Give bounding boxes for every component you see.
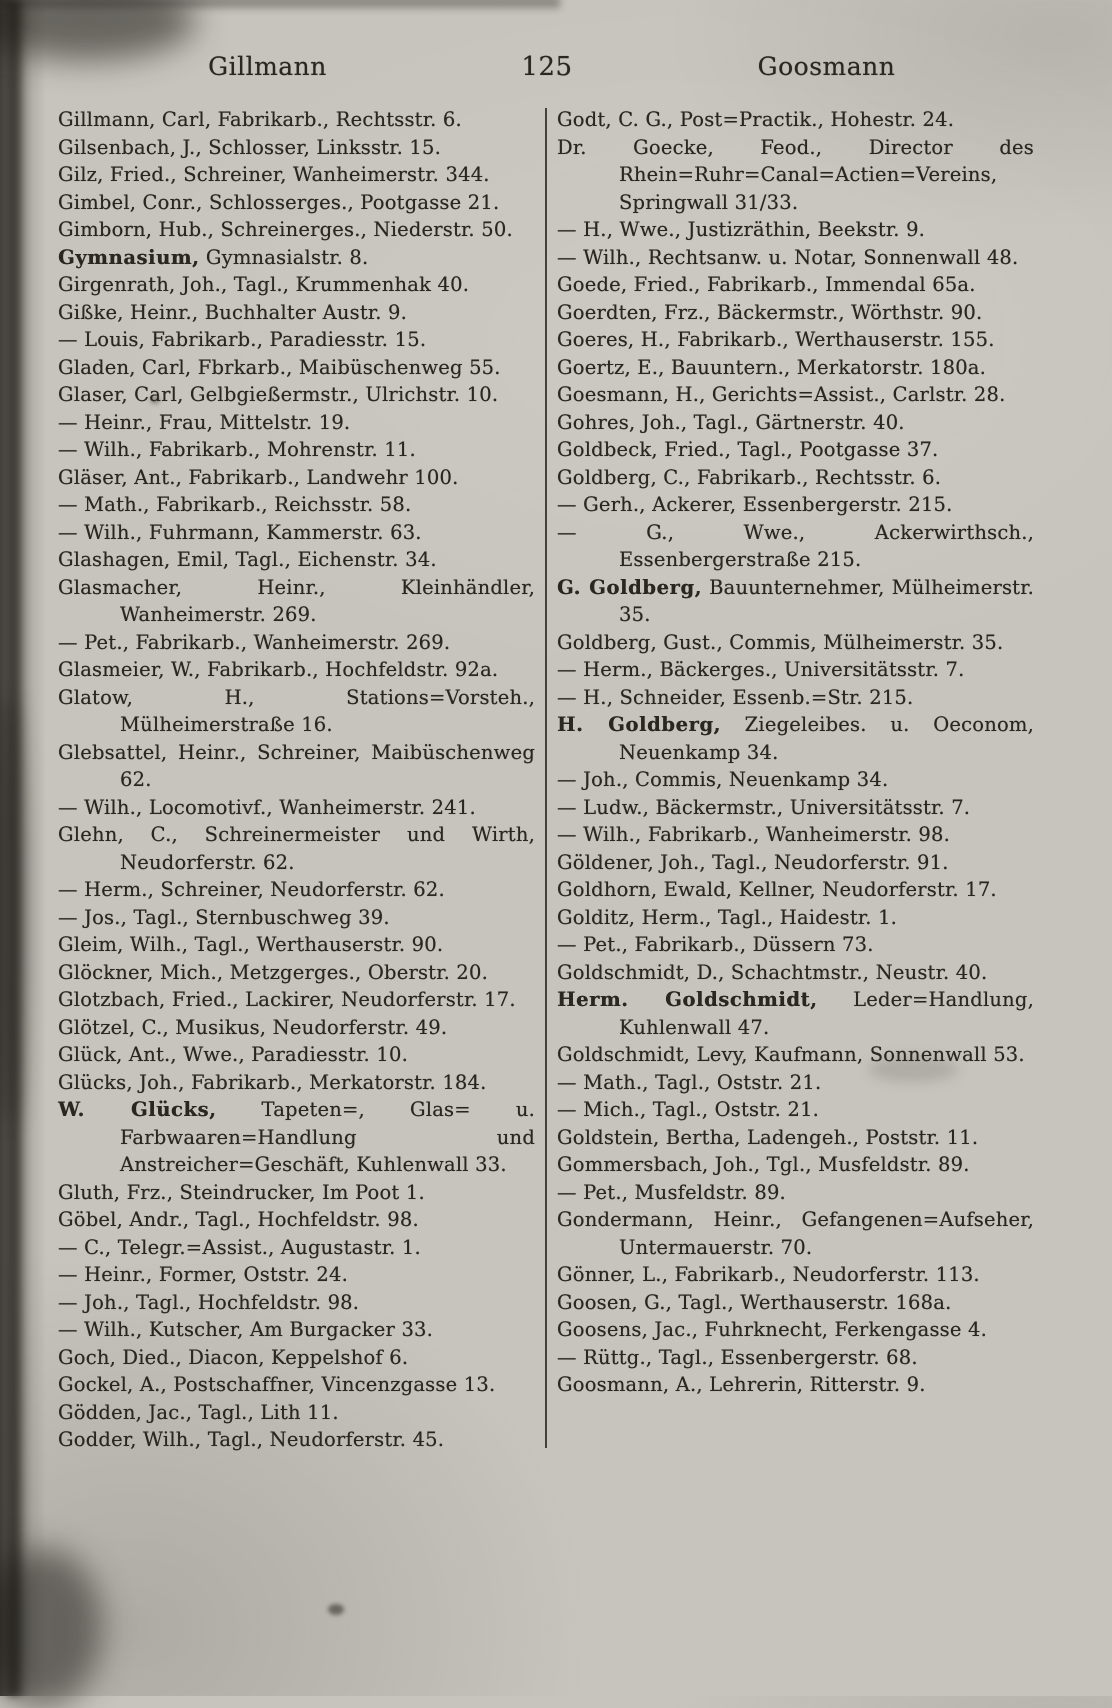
directory-entry: Gläser, Ant., Fabrikarb., Landwehr 100.	[58, 465, 459, 489]
directory-entry: — G., Wwe., Ackerwirthsch., Essenbergerstraße 215.	[557, 520, 1034, 571]
directory-entry: Glatow, H., Stations=Vorsteh., Mülheimerstraße 16.	[58, 685, 535, 736]
directory-entry: Gladen, Carl, Fbrkarb., Maibüschenweg 55.	[58, 355, 501, 379]
directory-entry: Goerdten, Frz., Bäckermstr., Wörthstr. 90.	[557, 300, 983, 324]
page-number: 125	[521, 52, 573, 82]
directory-entry: Gilz, Fried., Schreiner, Wanheimerstr. 344.	[58, 163, 490, 186]
directory-entry: Glashagen, Emil, Tagl., Eichenstr. 34.	[58, 548, 437, 571]
directory-entry: Glotzbach, Fried., Lackirer, Neudorferstr. 17.	[58, 988, 516, 1011]
directory-entry: — Joh., Commis, Neuenkamp 34.	[557, 768, 889, 791]
directory-entry: Glasmeier, W., Fabrikarb., Hochfeldstr. 92a.	[58, 658, 499, 681]
directory-entry: Goesmann, H., Gerichts=Assist., Carlstr. 28.	[557, 383, 1006, 406]
directory-entry: Glaser, Carl, Gelbgießermstr., Ulrichstr. 10.	[58, 383, 499, 406]
directory-entry: Gleim, Wilh., Tagl., Werthauserstr. 90.	[58, 933, 444, 956]
directory-entry: Glücks, Joh., Fabrikarb., Merkatorstr. 184.	[58, 1070, 487, 1094]
directory-entry: Gondermann, Heinr., Gefangenen=Aufseher, Untermauerstr. 70.	[557, 1208, 1034, 1259]
directory-entry: — Heinr., Frau, Mittelstr. 19.	[58, 410, 351, 434]
directory-entry: Gohres, Joh., Tagl., Gärtnerstr. 40.	[557, 410, 905, 434]
directory-entry: Goosmann, A., Lehrerin, Ritterstr. 9.	[557, 1373, 926, 1396]
directory-entry: Gönner, L., Fabrikarb., Neudorferstr. 113.	[557, 1263, 980, 1286]
header-keyword-right: Goosmann	[757, 52, 896, 81]
directory-entry: — Herm., Bäckerges., Universitätsstr. 7.	[557, 658, 965, 681]
directory-entry: — Pet., Fabrikarb., Wanheimerstr. 269.	[58, 630, 451, 654]
directory-entry: Golditz, Herm., Tagl., Haidestr. 1.	[557, 905, 898, 929]
directory-entry: — Rüttg., Tagl., Essenbergerstr. 68.	[557, 1345, 918, 1369]
column-divider-rule	[545, 108, 547, 1448]
entry-bold-name: Gymnasium,	[58, 245, 200, 269]
directory-entry: Goldhorn, Ewald, Kellner, Neudorferstr. 17.	[557, 878, 997, 901]
directory-entry: — C., Telegr.=Assist., Augustastr. 1.	[58, 1235, 421, 1259]
binding-edge-line	[7, 0, 21, 1696]
directory-entry: — Heinr., Former, Oststr. 24.	[58, 1263, 349, 1286]
directory-entry: Goch, Died., Diacon, Keppelshof 6.	[58, 1345, 409, 1369]
page-header	[58, 52, 1036, 82]
directory-entry: — Wilh., Fabrikarb., Mohrenstr. 11.	[58, 438, 416, 461]
directory-entry: — Wilh., Fuhrmann, Kammerstr. 63.	[58, 520, 422, 544]
directory-entry: Goldbeck, Fried., Tagl., Pootgasse 37.	[557, 438, 939, 461]
directory-entry: — Wilh., Rechtsanw. u. Notar, Sonnenwall 48.	[557, 245, 1019, 269]
directory-entry: — Wilh., Locomotivf., Wanheimerstr. 241.	[58, 795, 476, 819]
directory-entry: Glöckner, Mich., Metzgerges., Oberstr. 20.	[58, 960, 488, 984]
directory-entry: Godt, C. G., Post=Practik., Hohestr. 24.	[557, 108, 955, 131]
directory-entry: Glebsattel, Heinr., Schreiner, Maibüschenweg 62.	[58, 740, 535, 791]
directory-entry: Glehn, C., Schreinermeister und Wirth, Neudorferstr. 62.	[58, 823, 535, 874]
directory-entry: Gißke, Heinr., Buchhalter Austr. 9.	[58, 300, 408, 324]
directory-entry: — Herm., Schreiner, Neudorferstr. 62.	[58, 878, 445, 901]
directory-entry: — H., Wwe., Justizräthin, Beekstr. 9.	[557, 218, 926, 241]
directory-entry: — Joh., Tagl., Hochfeldstr. 98.	[58, 1290, 360, 1314]
directory-entry: — H., Schneider, Essenb.=Str. 215.	[557, 685, 914, 709]
directory-entry: Gilsenbach, J., Schlosser, Linksstr. 15.	[58, 135, 441, 159]
directory-entry: Goldschmidt, D., Schachtmstr., Neustr. 40.	[557, 960, 988, 984]
directory-entry: Glötzel, C., Musikus, Neudorferstr. 49.	[58, 1015, 448, 1039]
directory-entry: Godder, Wilh., Tagl., Neudorferstr. 45.	[58, 1428, 445, 1451]
entry-bold-name: Herm. Goldschmidt,	[557, 988, 818, 1011]
directory-entry: Goldberg, C., Fabrikarb., Rechtsstr. 6.	[557, 465, 942, 489]
directory-entry: H. Goldberg, Ziegeleibes. u. Oeconom, Neuenkamp 34.	[557, 713, 1034, 764]
directory-entry: — Wilh., Fabrikarb., Wanheimerstr. 98.	[557, 823, 950, 846]
ink-spot	[328, 1604, 344, 1615]
directory-entry: Gillmann, Carl, Fabrikarb., Rechtsstr. 6.	[58, 108, 462, 131]
directory-entry: Gluth, Frz., Steindrucker, Im Poot 1.	[58, 1180, 425, 1204]
directory-entry: Goosen, G., Tagl., Werthauserstr. 168a.	[557, 1290, 952, 1314]
directory-entry: Göbel, Andr., Tagl., Hochfeldstr. 98.	[58, 1208, 419, 1231]
directory-entry: Göldener, Joh., Tagl., Neudorferstr. 91.	[557, 850, 949, 874]
directory-entry: Glasmacher, Heinr., Kleinhändler, Wanheimerstr. 269.	[58, 575, 535, 626]
right-column	[557, 106, 1034, 1454]
directory-entry: — Pet., Fabrikarb., Düssern 73.	[557, 933, 874, 956]
directory-entry: Glück, Ant., Wwe., Paradiesstr. 10.	[58, 1043, 408, 1066]
directory-entry: — Math., Fabrikarb., Reichsstr. 58.	[58, 493, 412, 516]
directory-entry: Gödden, Jac., Tagl., Lith 11.	[58, 1400, 339, 1424]
directory-entry: W. Glücks, Tapeten=, Glas= u. Farbwaaren=Handlung und Anstreicher=Geschäft, Kuhlenwall 33.	[58, 1098, 535, 1176]
directory-entry: Gimborn, Hub., Schreinerges., Niederstr. 50.	[58, 218, 513, 241]
directory-entry: Goldschmidt, Levy, Kaufmann, Sonnenwall 53.	[557, 1043, 1025, 1066]
directory-entry: — Mich., Tagl., Oststr. 21.	[557, 1098, 820, 1121]
directory-columns	[58, 106, 1036, 1454]
directory-entry: Gimbel, Conr., Schlosserges., Pootgasse 21.	[58, 190, 500, 214]
entry-bold-name: W. Glücks,	[58, 1098, 217, 1121]
directory-entry: — Pet., Musfeldstr. 89.	[557, 1180, 786, 1204]
directory-entry: — Math., Tagl., Oststr. 21.	[557, 1070, 822, 1094]
directory-entry: Gockel, A., Postschaffner, Vincenzgasse 13.	[58, 1373, 496, 1396]
paper-smudge-top-edge	[0, 0, 560, 8]
directory-entry: Goertz, E., Bauuntern., Merkatorstr. 180a.	[557, 355, 987, 379]
directory-entry: G. Goldberg, Bauunternehmer, Mülheimerstr. 35.	[557, 575, 1034, 626]
left-column	[58, 106, 535, 1454]
directory-entry: — Louis, Fabrikarb., Paradiesstr. 15.	[58, 328, 427, 351]
entry-bold-name: G. Goldberg,	[557, 575, 702, 599]
directory-entry: Goede, Fried., Fabrikarb., Immendal 65a.	[557, 273, 976, 296]
directory-entry: — Jos., Tagl., Sternbuschweg 39.	[58, 905, 390, 929]
directory-entry: — Wilh., Kutscher, Am Burgacker 33.	[58, 1318, 434, 1341]
directory-entry: Dr. Goecke, Feod., Director des Rhein=Ruhr=Canal=Actien=Vereins, Springwall 31/33.	[557, 135, 1034, 214]
directory-entry: — Ludw., Bäckermstr., Universitätsstr. 7.	[557, 795, 971, 819]
directory-entry: — Gerh., Ackerer, Essenbergerstr. 215.	[557, 493, 953, 516]
directory-entry: Goosens, Jac., Fuhrknecht, Ferkengasse 4.	[557, 1318, 988, 1341]
directory-entry: Gommersbach, Joh., Tgl., Musfeldstr. 89.	[557, 1153, 970, 1176]
header-keyword-left: Gillmann	[208, 52, 327, 81]
directory-entry: Goldberg, Gust., Commis, Mülheimerstr. 35.	[557, 630, 1004, 654]
directory-entry: Goeres, H., Fabrikarb., Werthauserstr. 155.	[557, 328, 995, 351]
entry-bold-name: H. Goldberg,	[557, 713, 721, 736]
directory-entry: Gymnasium, Gymnasialstr. 8.	[58, 245, 369, 269]
directory-entry: Girgenrath, Joh., Tagl., Krummenhak 40.	[58, 273, 470, 296]
directory-entry: Goldstein, Bertha, Ladengeh., Poststr. 11.	[557, 1125, 979, 1149]
directory-entry: Herm. Goldschmidt, Leder=Handlung, Kuhlenwall 47.	[557, 988, 1034, 1039]
